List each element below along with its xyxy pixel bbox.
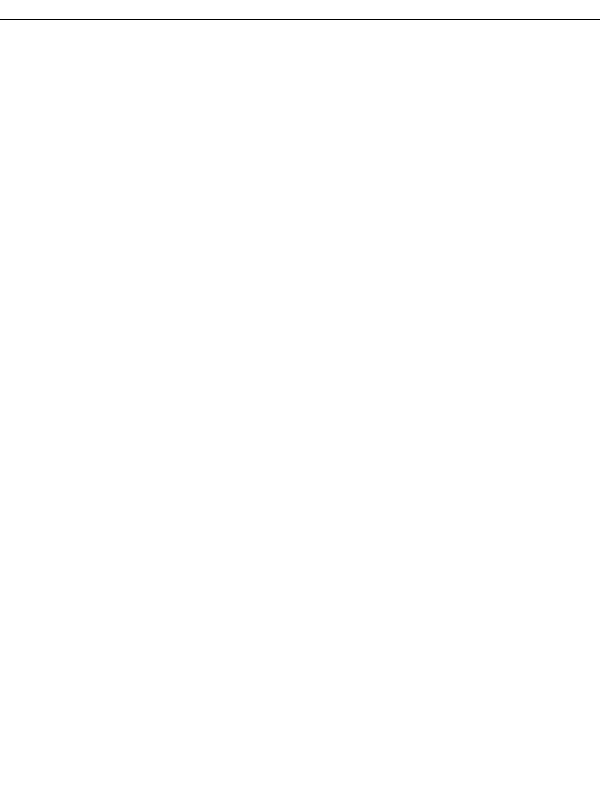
graph-p8 [312,206,448,330]
graph-e3b [412,676,548,800]
graph-p7 [32,206,168,330]
graph-e2a [228,526,364,650]
graph-e1b [412,368,548,492]
graph-p5 [32,56,168,180]
page-header [0,0,600,22]
graph-e2b [412,526,548,650]
graph-e1a [228,368,364,492]
graph-p6 [312,56,448,180]
graph-e3a [228,676,364,800]
header-rule [0,19,600,20]
